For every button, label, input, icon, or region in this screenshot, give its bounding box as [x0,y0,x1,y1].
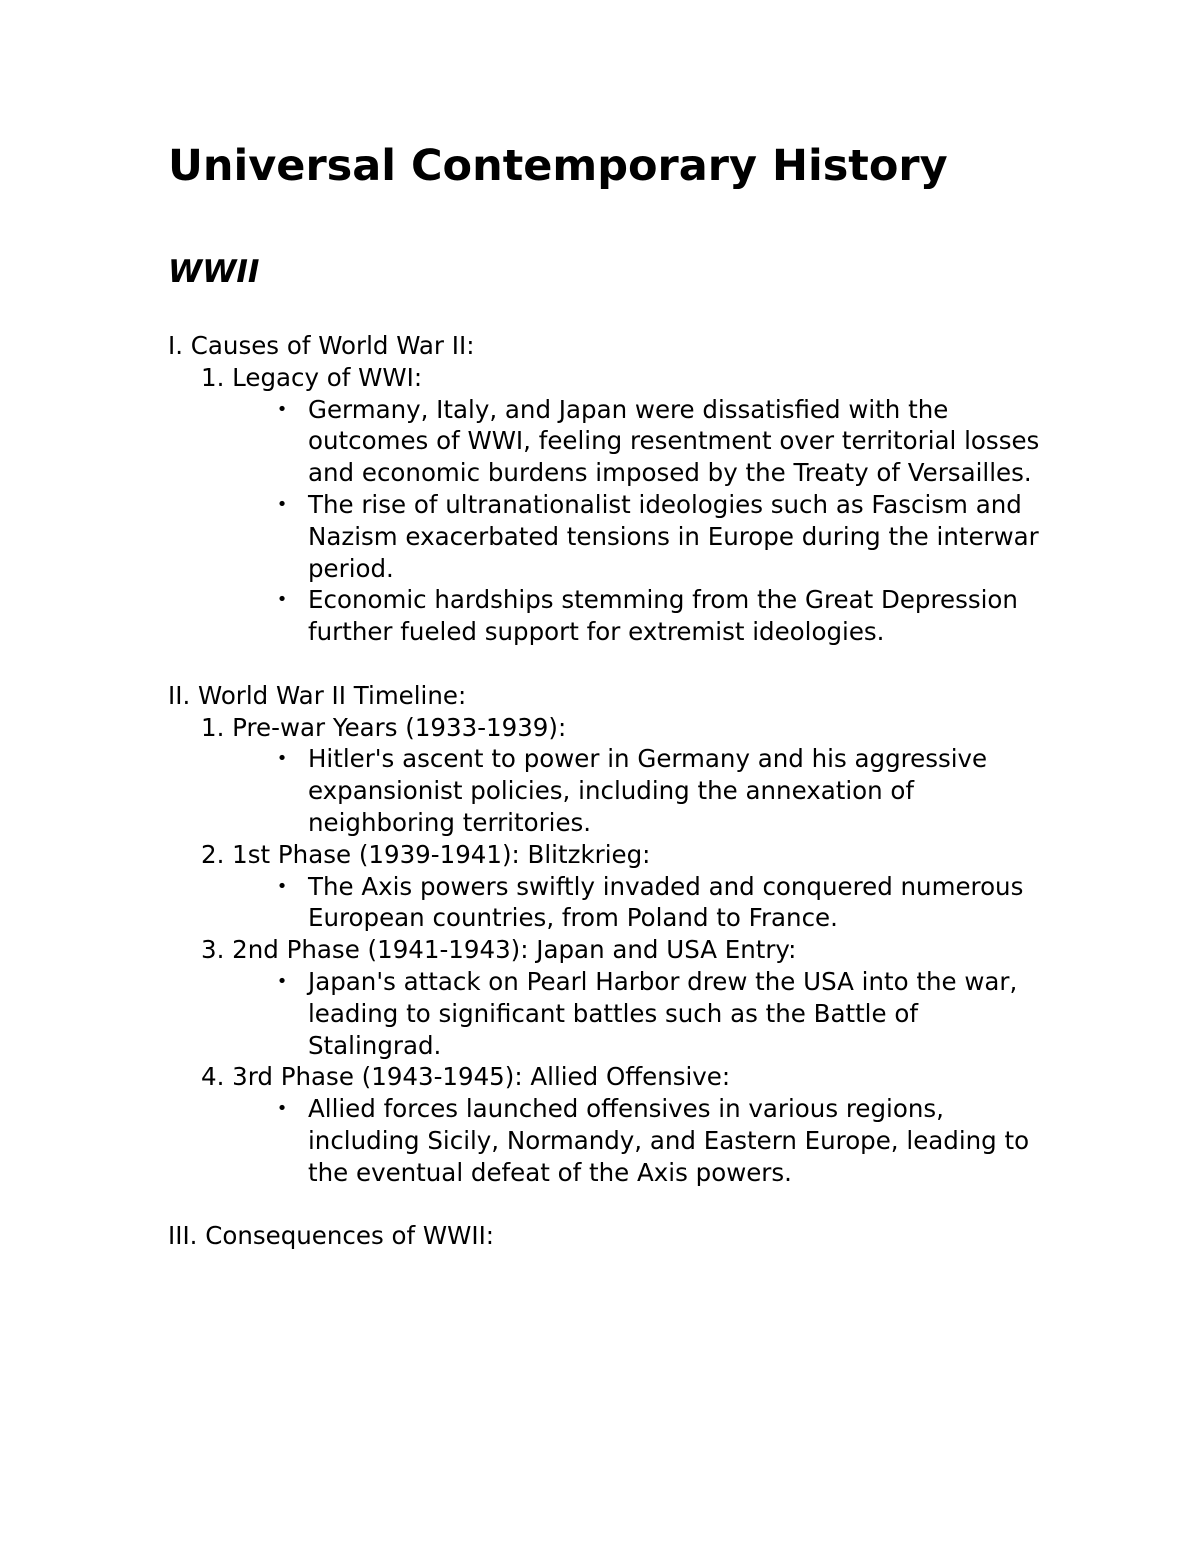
bullet-item [276,1093,1048,1188]
bullet-text: Germany, Italy, and Japan were dissatisfied with the outcomes of WWI, feeling resentment over territorial losses and economic burdens imposed by the Treaty of Versailles. [308,394,1040,488]
bullet-item [276,743,1048,838]
section-heading: II. World War II Timeline: [168,680,467,710]
numbered-item-heading: 4. 3rd Phase (1943-1945): Allied Offensive: [201,1062,731,1092]
bullet-text: Allied forces launched offensives in various regions, including Sicily, Normandy, and Eastern Europe, leading to the eventual defeat of the Axis powers. [308,1094,1030,1187]
bullet-text: The Axis powers swiftly invaded and conquered numerous European countries, from Poland to France. [308,871,1024,933]
bullet-dot-icon: • [276,589,288,611]
bullet-item [276,871,1048,935]
document-title: Universal Contemporary History [168,141,948,191]
outline-section [168,680,1048,1189]
section-heading: III. Consequences of WWII: [168,1221,495,1251]
bullet-text: Economic hardships stemming from the Great Depression further fueled support for extremist ideologies. [308,585,1018,647]
outline-section [168,330,1048,648]
bullet-item [276,584,1048,648]
bullet-dot-icon: • [276,493,288,515]
numbered-item-heading: 2. 1st Phase (1939-1941): Blitzkrieg: [201,839,651,869]
bullet-list [201,743,1048,838]
numbered-item [168,1061,1048,1188]
bullet-dot-icon: • [276,398,288,420]
bullet-item [276,394,1048,489]
numbered-item-heading: 1. Pre-war Years (1933-1939): [201,712,567,742]
numbered-item [168,934,1048,1061]
bullet-list [201,966,1048,1061]
bullet-text: The rise of ultranationalist ideologies such as Fascism and Nazism exacerbated tensions in Europe during the interwar period. [308,489,1039,583]
bullet-item [276,489,1048,584]
bullet-text: Japan's attack on Pearl Harbor drew the USA into the war, leading to significant battles such as the Battle of Stalingrad. [308,966,1018,1060]
bullet-dot-icon: • [276,1098,288,1120]
bullet-dot-icon: • [276,970,288,992]
section-heading: I. Causes of World War II: [168,331,475,360]
document-body [168,330,1048,1252]
bullet-text: Hitler's ascent to power in Germany and his aggressive expansionist policies, including the annexation of neighboring territories. [308,744,988,837]
bullet-dot-icon: • [276,748,288,770]
document-subtitle: WWII [168,254,260,290]
bullet-list [201,1093,1048,1188]
numbered-item-heading: 3. 2nd Phase (1941-1943): Japan and USA Entry: [201,935,797,965]
numbered-item [168,712,1048,839]
numbered-item-heading: 1. Legacy of WWI: [201,362,423,392]
bullet-list [201,871,1048,935]
bullet-item [276,966,1048,1061]
bullet-dot-icon: • [276,875,288,897]
bullet-list [201,394,1048,648]
outline-section [168,1220,1048,1252]
numbered-item [168,839,1048,934]
numbered-item [168,362,1048,648]
